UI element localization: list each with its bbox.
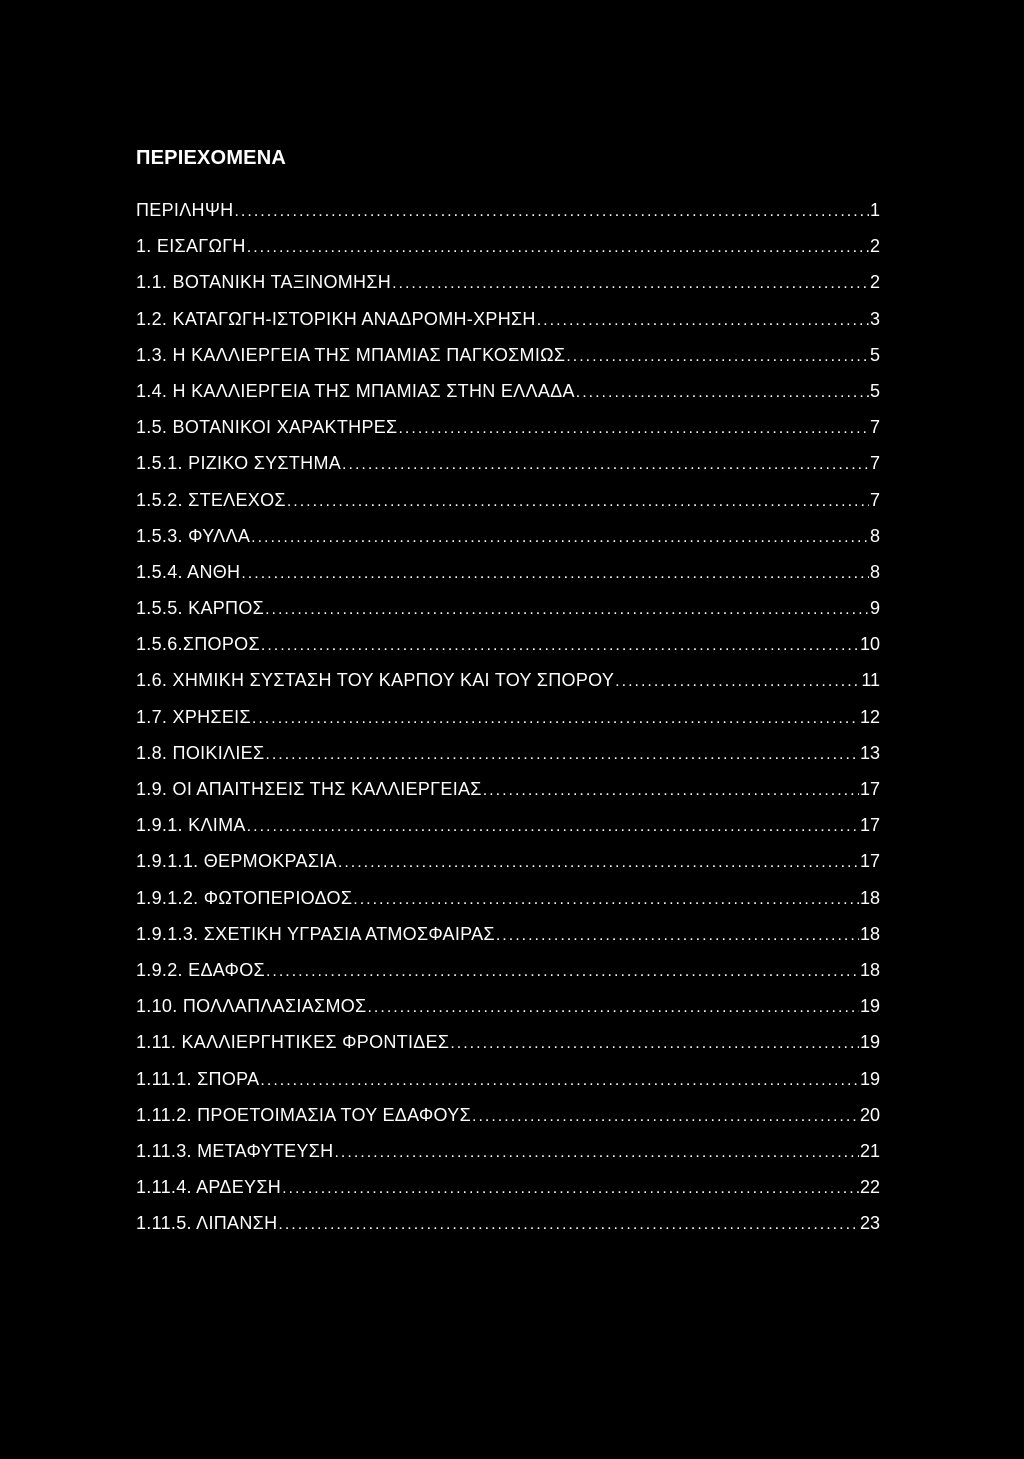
toc-entry-page-number: 10 (859, 634, 880, 655)
toc-entry-page-number: 3 (869, 308, 880, 329)
toc-entry-page-number: 19 (859, 996, 880, 1017)
toc-entry-page-number: 21 (859, 1140, 880, 1161)
toc-entry[interactable] (136, 232, 880, 268)
toc-entry[interactable] (136, 377, 880, 413)
toc-entry[interactable] (136, 268, 880, 304)
toc-entry[interactable] (136, 558, 880, 594)
toc-entry[interactable] (136, 1028, 880, 1064)
toc-entry-page-number: 12 (859, 706, 880, 727)
toc-entry[interactable] (136, 1065, 880, 1101)
toc-entry-page-number: 8 (869, 561, 880, 582)
toc-entry-title: 1.5.1. ΡΙΖΙΚΟ ΣΥΣΤΗΜΑ (136, 453, 342, 474)
toc-entry-title: 1.9.1.3. ΣΧΕΤΙΚΗ ΥΓΡΑΣΙΑ ΑΤΜΟΣΦΑΙΡΑΣ (136, 923, 495, 944)
toc-entry-page-number: 18 (859, 923, 880, 944)
toc-entry-title: 1.9.1.1. ΘΕΡΜΟΚΡΑΣΙΑ (136, 851, 337, 872)
toc-entry[interactable] (136, 413, 880, 449)
table-of-contents (136, 196, 880, 1245)
toc-dot-leader (353, 884, 859, 914)
toc-dot-leader (398, 413, 869, 443)
toc-entry[interactable] (136, 486, 880, 522)
toc-entry-page-number: 5 (869, 344, 880, 365)
toc-entry-page-number: 17 (859, 779, 880, 799)
toc-entry-page-number: 19 (859, 1068, 880, 1089)
toc-entry-page-number: 7 (869, 453, 880, 474)
toc-entry[interactable] (136, 594, 880, 630)
toc-entry-page-number: 7 (869, 489, 880, 510)
toc-entry-page-number: 22 (859, 1177, 880, 1198)
toc-dot-leader (483, 775, 859, 805)
toc-entry-title: 1.2. ΚΑΤΑΓΩΓΗ-ΙΣΤΟΡΙΚΗ ΑΝΑΔΡΟΜΗ-ΧΡΗΣΗ (136, 308, 536, 329)
toc-entry-title: 1.9.2. ΕΔΑΦΟΣ (136, 959, 265, 980)
toc-entry-title: 1.11.2. ΠΡΟΕΤΟΙΜΑΣΙΑ ΤΟΥ ΕΔΑΦΟΥΣ (136, 1104, 472, 1125)
toc-dot-leader (576, 377, 869, 407)
toc-entry-title: 1.11.3. ΜΕΤΑΦΥΤΕΥΣΗ (136, 1140, 334, 1161)
toc-entry-page-number: 17 (859, 815, 880, 836)
toc-dot-leader (251, 522, 869, 552)
toc-entry-title: 1.9. ΟΙ ΑΠΑΙΤΗΣΕΙΣ ΤΗΣ ΚΑΛΛΙΕΡΓΕΙΑΣ (136, 779, 482, 799)
toc-dot-leader (261, 630, 859, 660)
toc-entry-title: 1.1. ΒΟΤΑΝΙΚΗ ΤΑΞΙΝΟΜΗΣΗ (136, 272, 392, 293)
toc-entry-title: 1.8. ΠΟΙΚΙΛΙΕΣ (136, 742, 265, 763)
toc-entry[interactable] (136, 956, 880, 992)
toc-entry-page-number: 19 (859, 1032, 880, 1053)
toc-dot-leader (566, 341, 869, 371)
toc-entry-title: 1.7. ΧΡΗΣΕΙΣ (136, 706, 251, 727)
toc-entry-title: 1.11.5. ΛΙΠΑΝΣΗ (136, 1213, 278, 1234)
toc-entry-page-number: 13 (859, 742, 880, 763)
toc-entry-page-number: 18 (859, 959, 880, 980)
toc-entry[interactable] (136, 1137, 880, 1173)
toc-dot-leader (392, 268, 869, 298)
toc-entry[interactable] (136, 305, 880, 341)
toc-entry[interactable] (136, 522, 880, 558)
toc-entry[interactable] (136, 920, 880, 956)
toc-entry[interactable] (136, 1173, 880, 1209)
toc-entry-title: 1.5. ΒΟΤΑΝΙΚΟΙ ΧΑΡΑΚΤΗΡΕΣ (136, 417, 398, 438)
toc-entry[interactable] (136, 992, 880, 1028)
toc-entry-page-number: 2 (869, 272, 880, 293)
toc-entry[interactable] (136, 1101, 880, 1137)
toc-entry-title: 1.5.5. ΚΑΡΠΟΣ (136, 598, 265, 619)
toc-dot-leader (496, 920, 859, 950)
toc-dot-leader (278, 1209, 859, 1239)
toc-entry-page-number: 2 (869, 236, 880, 257)
toc-entry-title: 1.11.4. ΑΡΔΕΥΣΗ (136, 1177, 282, 1198)
toc-entry-page-number: 9 (869, 598, 880, 619)
toc-entry-page-number: 20 (859, 1104, 880, 1125)
toc-entry-title: 1.11. ΚΑΛΛΙΕΡΓΗΤΙΚΕΣ ΦΡΟΝΤΙΔΕΣ (136, 1032, 450, 1053)
toc-dot-leader (367, 992, 858, 1022)
toc-entry-title: 1.9.1. ΚΛΙΜΑ (136, 815, 246, 836)
toc-entry[interactable] (136, 1209, 880, 1245)
toc-entry-title: 1.6. ΧΗΜΙΚΗ ΣΥΣΤΑΣΗ ΤΟΥ ΚΑΡΠΟΥ ΚΑΙ ΤΟΥ ΣΠΟΡΟΥ (136, 670, 615, 691)
toc-entry-title: 1.3. Η ΚΑΛΛΙΕΡΓΕΙΑ ΤΗΣ ΜΠΑΜΙΑΣ ΠΑΓΚΟΣΜΙΩΣ (136, 344, 566, 365)
toc-dot-leader (287, 486, 869, 516)
toc-entry-title: 1. ΕΙΣΑΓΩΓΗ (136, 236, 246, 257)
toc-entry-title: 1.5.2. ΣΤΕΛΕΧΟΣ (136, 489, 286, 510)
toc-entry-page-number: 7 (869, 417, 880, 438)
toc-dot-leader (247, 232, 869, 262)
toc-entry-title: 1.11.1. ΣΠΟΡΑ (136, 1068, 260, 1089)
toc-dot-leader (615, 666, 860, 696)
toc-dot-leader (537, 305, 869, 335)
toc-dot-leader (260, 1065, 859, 1095)
toc-entry-title: 1.9.1.2. ΦΩΤΟΠΕΡΙΟΔΟΣ (136, 887, 353, 908)
toc-entry[interactable] (136, 630, 880, 666)
toc-dot-leader (234, 196, 869, 226)
toc-entry[interactable] (136, 811, 880, 847)
toc-entry-title: ΠΕΡΙΛΗΨΗ (136, 200, 234, 220)
toc-entry-page-number: 1 (869, 200, 880, 220)
toc-entry[interactable] (136, 341, 880, 377)
toc-entry-title: 1.10. ΠΟΛΛΑΠΛΑΣΙΑΣΜΟΣ (136, 996, 367, 1017)
toc-dot-leader (282, 1173, 859, 1203)
toc-entry[interactable] (136, 884, 880, 920)
toc-entry[interactable] (136, 196, 880, 232)
toc-entry-title: 1.5.6.ΣΠΟΡΟΣ (136, 634, 260, 655)
toc-entry[interactable] (136, 666, 880, 702)
toc-dot-leader (334, 1137, 858, 1167)
toc-dot-leader (472, 1101, 859, 1131)
toc-dot-leader (266, 956, 859, 986)
toc-entry-page-number: 5 (869, 380, 880, 401)
toc-entry[interactable] (136, 739, 880, 775)
toc-entry-title: 1.5.4. ΑΝΘΗ (136, 561, 241, 582)
toc-dot-leader (342, 449, 869, 479)
toc-dot-leader (247, 811, 859, 841)
toc-entry-title: 1.5.3. ΦΥΛΛΑ (136, 525, 251, 546)
toc-dot-leader (241, 558, 869, 588)
toc-entry-page-number: 23 (859, 1213, 880, 1234)
toc-dot-leader (252, 703, 859, 733)
toc-entry-page-number: 11 (861, 670, 880, 691)
toc-entry[interactable] (136, 449, 880, 485)
toc-dot-leader (265, 739, 859, 769)
toc-entry-page-number: 17 (859, 851, 880, 872)
toc-entry[interactable] (136, 847, 880, 883)
toc-entry-title: 1.4. Η ΚΑΛΛΙΕΡΓΕΙΑ ΤΗΣ ΜΠΑΜΙΑΣ ΣΤΗΝ ΕΛΛΑΔΑ (136, 380, 575, 401)
toc-heading: ΠΕΡΙΕΧΟΜΕΝΑ (136, 147, 287, 169)
toc-dot-leader (450, 1028, 859, 1058)
toc-entry[interactable] (136, 703, 880, 739)
toc-entry-page-number: 18 (859, 887, 880, 908)
toc-entry-page-number: 8 (869, 525, 880, 546)
toc-entry[interactable] (136, 775, 880, 811)
toc-dot-leader (338, 847, 859, 877)
toc-dot-leader (265, 594, 869, 624)
